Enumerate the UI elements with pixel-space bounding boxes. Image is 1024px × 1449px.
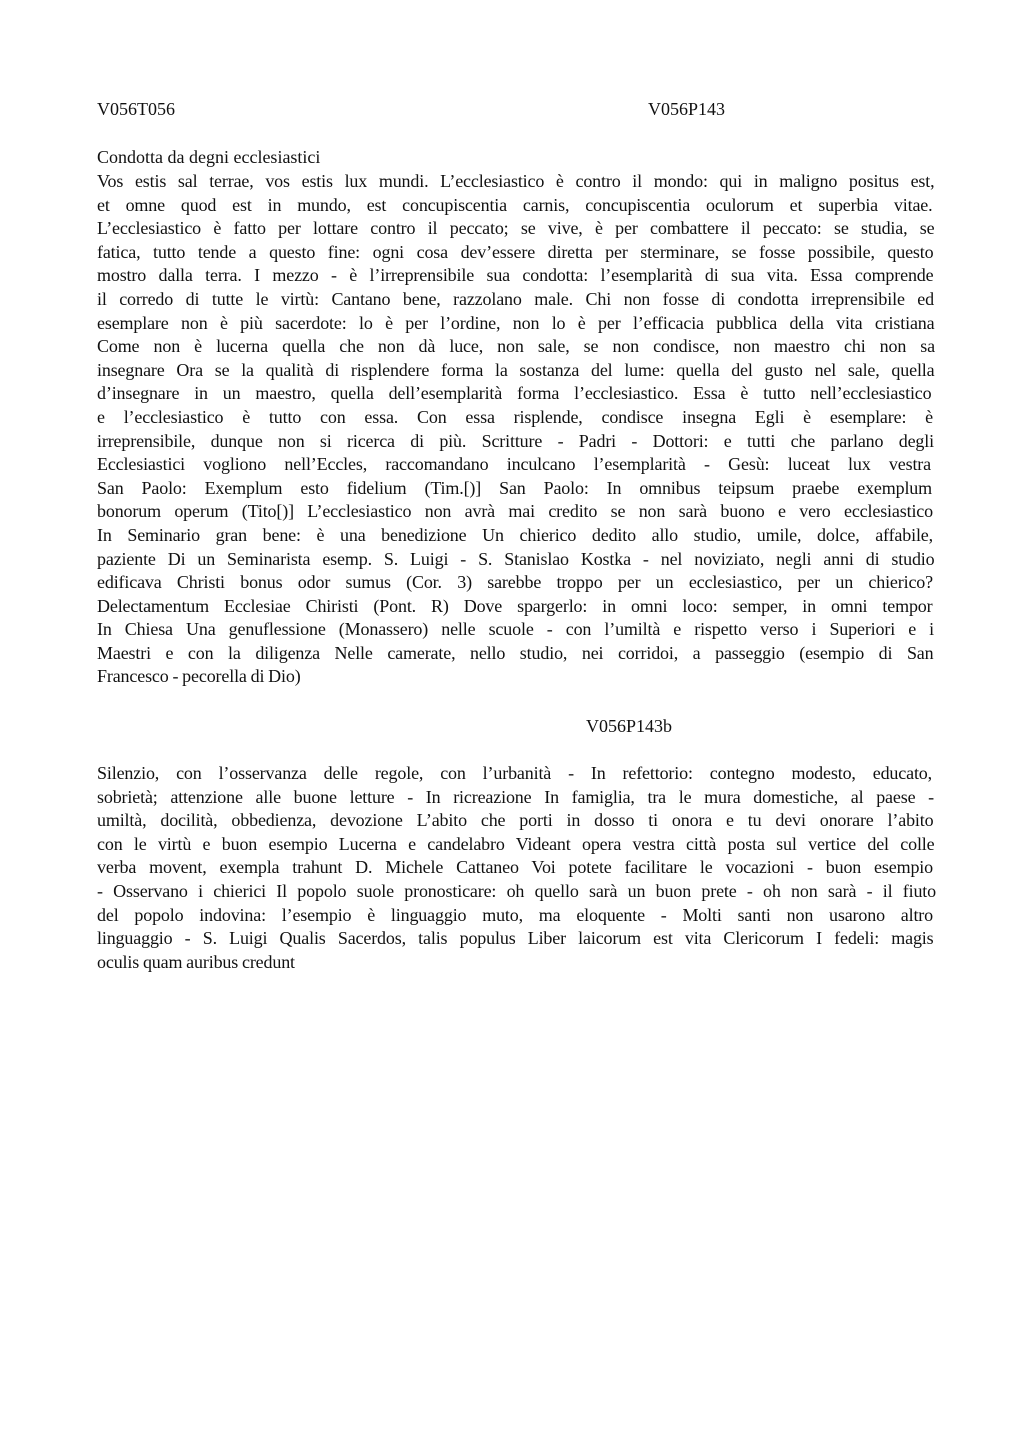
text-line: Maestri e con la diligenza Nelle camerate, nello studio, nei corridoi, a passeggio (esempio di San: [97, 642, 934, 663]
text-line: verba movent, exempla trahunt D. Michele Cattaneo Voi potete facilitare le vocazioni - buon esempio: [97, 857, 933, 878]
text-line: oculis quam auribus credunt: [97, 951, 295, 972]
text-line: Vos estis sal terrae, vos estis lux mundi. L’ecclesiastico è contro il mondo: qui in maligno positus est,: [97, 171, 935, 191]
text-line: esemplare non è più sacerdote: lo è per l’ordine, non lo è per l’efficacia pubblica della vita cristiana: [97, 312, 935, 333]
text-line: bonorum operum (Tito[)] L’ecclesiastico non avrà mai credito se non sarà buono e vero ecclesiastico: [97, 501, 933, 522]
text-line: e l’ecclesiastico è tutto con essa. Con essa risplende, condisce insegna Egli è esemplare: è: [97, 406, 933, 427]
text-line: Ecclesiastici vogliono nell’Eccles, raccomandano inculcano l’esemplarità - Gesù: luceat lux vestra: [97, 454, 931, 475]
document-id-left: V056T056: [97, 99, 175, 119]
text-line: con le virtù e buon esempio Lucerna e candelabro Videant opera vestra città posta sul vertice del colle: [97, 833, 935, 854]
page-id-right: V056P143: [648, 99, 726, 119]
text-line: insegnare Ora se la qualità di risplendere forma la sostanza del lume: quella del gusto nel sale, quella: [97, 359, 935, 380]
text-line: umiltà, docilità, obbedienza, devozione L’abito che porti in dosso ti onora e tu devi onorare l’abito: [97, 810, 934, 831]
text-line: Come non è lucerna quella che non dà luce, non sale, se non condisce, non maestro chi non sa: [97, 336, 935, 357]
page-id-sub: V056P143b: [586, 716, 673, 736]
text-line: paziente Di un Seminarista esemp. S. Luigi - S. Stanislao Kostka - nel noviziato, negli anni di studio: [97, 548, 935, 569]
text-line: edificava Christi bonus odor sumus (Cor. 3) sarebbe troppo per un ecclesiastico, per un chierico?: [97, 572, 933, 593]
text-line: San Paolo: Exemplum esto fidelium (Tim.[)] San Paolo: In omnibus teipsum praebe exemplum: [97, 477, 932, 498]
body-paragraph-1: [97, 170, 935, 689]
text-line: Delectamentum Ecclesiae Chiristi (Pont. R) Dove spargerlo: in omni loco: semper, in omni tempor: [97, 595, 933, 616]
text-line: Francesco - pecorella di Dio): [97, 666, 301, 687]
body-paragraph-2: [97, 762, 936, 974]
text-line: il corredo di tutte le virtù: Cantano bene, razzolano male. Chi non fosse di condotta irreprensibile ed: [97, 288, 934, 309]
text-line: sobrietà; attenzione alle buone letture - In ricreazione In famiglia, tra le mura domestiche, al paese -: [97, 786, 934, 807]
text-line: L’ecclesiastico è fatto per lottare contro il peccato; se vive, è per combattere il peccato: se studia, se: [97, 218, 935, 239]
text-line: et omne quod est in mundo, est concupiscentia carnis, concupiscentia oculorum et superbia vitae.: [97, 194, 933, 215]
text-line: mostro dalla terra. I mezzo - è l’irreprensibile sua condotta: l’esemplarità di sua vita. Essa comprende: [97, 265, 934, 286]
text-line: fatica, tutto tende a questo fine: ogni cosa dev’essere diretta per sterminare, se fosse possibile, questo: [97, 241, 934, 262]
text-line: In Chiesa Una genuflessione (Monassero) nelle scuole - con l’umiltà e rispetto verso i Superiori e i: [97, 619, 934, 640]
text-line: In Seminario gran bene: è una benedizione Un chierico dedito allo studio, umile, dolce, affabile,: [97, 524, 933, 545]
text-line: irreprensibile, dunque non si ricerca di più. Scritture - Padri - Dottori: e tutti che parlano degli: [97, 430, 934, 451]
text-line: - Osservano i chierici Il popolo suole pronosticare: oh quello sarà un buon prete - oh non sarà - il fiuto: [97, 880, 936, 901]
section-title: Condotta da degni ecclesiastici: [97, 147, 321, 167]
text-line: linguaggio - S. Luigi Qualis Sacerdos, talis populus Liber laicorum est vita Clericorum I fedeli: magis: [97, 928, 934, 949]
text-line: del popolo indovina: l’esempio è linguaggio muto, ma eloquente - Molti santi non usarono altro: [97, 904, 933, 925]
text-line: d’insegnare in un maestro, quella dell’esemplarità forma l’ecclesiastico. Essa è tutto nell’ecclesiastico: [97, 383, 932, 404]
text-line: Silenzio, con l’osservanza delle regole, con l’urbanità - In refettorio: contegno modesto, educato,: [97, 763, 932, 783]
